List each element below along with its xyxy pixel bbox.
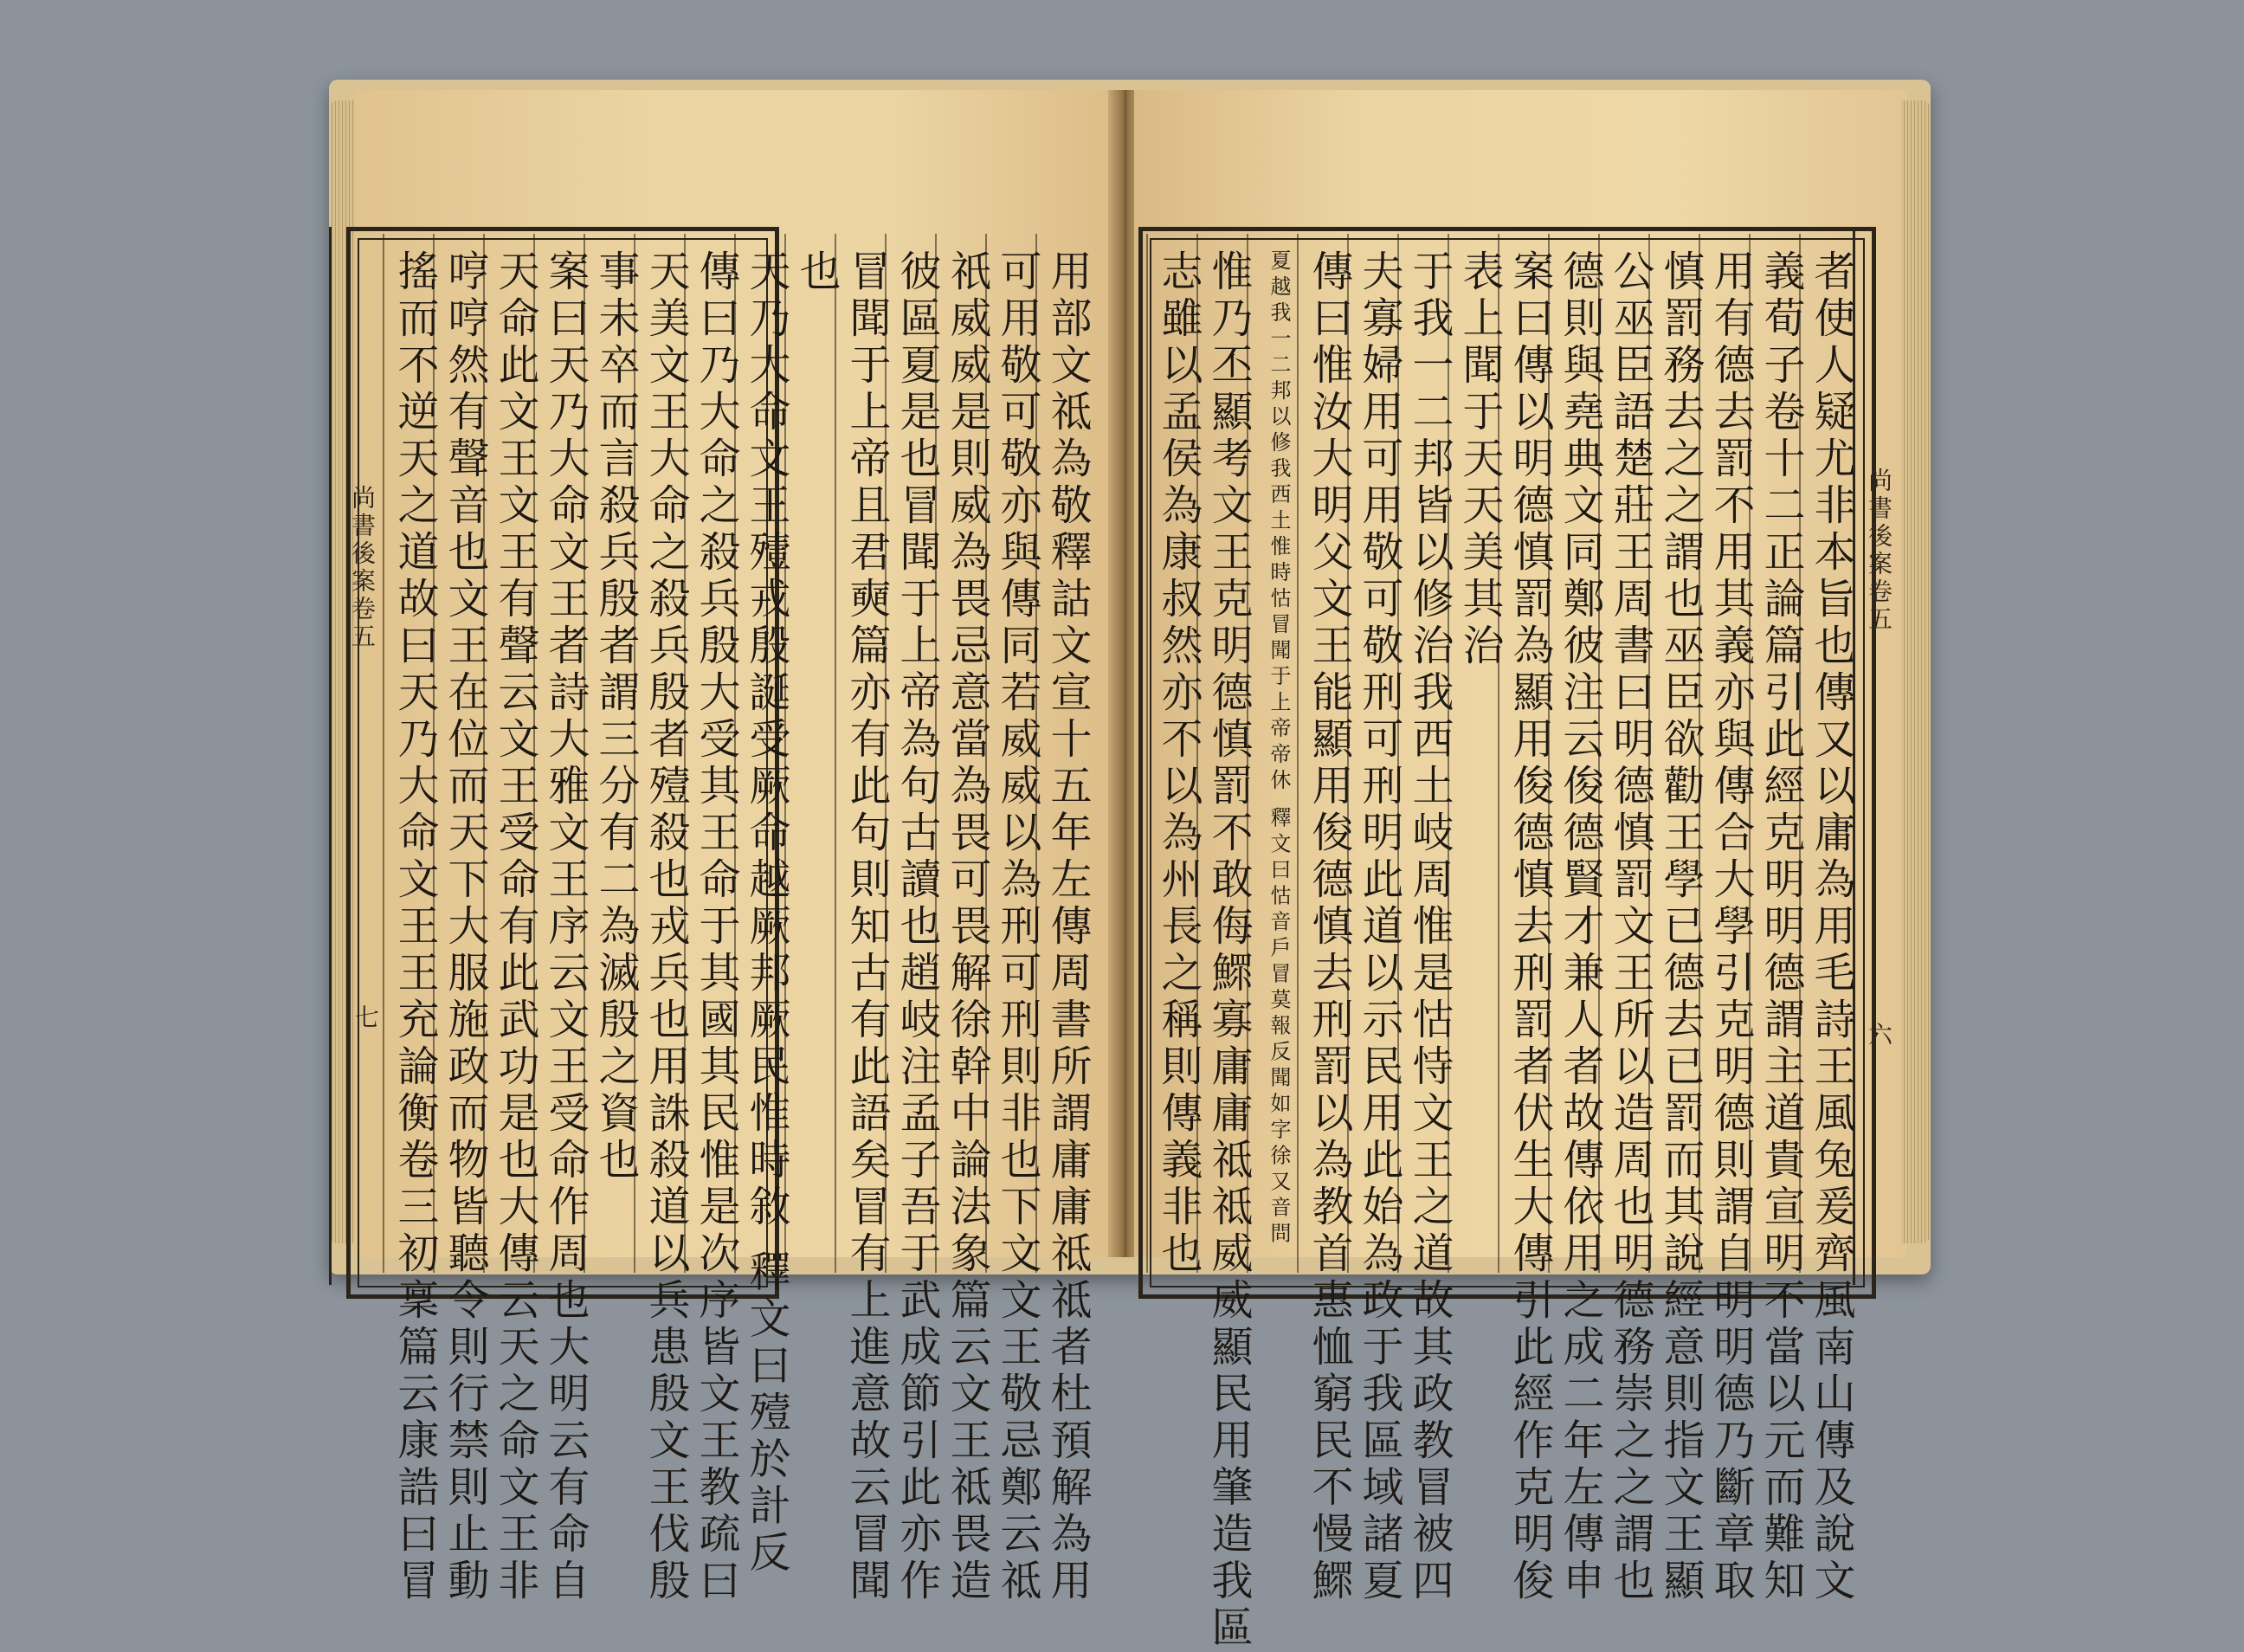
right-column-rule [1247,234,1248,1273]
left-text-column: 祇威威是則威為畏忌意當為畏可畏解徐幹中論法象篇云文王祗畏造 [943,249,991,1605]
left-text-column: 事未卒而言殺兵殷者謂三分有二為滅殷之資也 [591,249,640,1184]
left-text-column: 用部文祗為敬釋詁文宣十五年左傳周書所謂庸庸祗祗者杜預解為用 [1043,249,1092,1605]
right-column-rule [1196,234,1198,1273]
left-text-column: 傳曰乃大命之殺兵殷大受其王命于其國其民惟是次序皆文王教疏曰 [692,249,740,1605]
book-edge-right [1901,100,1931,1243]
right-text-column: 慎罰務去之之謂也巫臣欲勸王學已德去已罰而其說經意則指文王顯 [1656,249,1705,1605]
left-column-rule [835,234,836,1273]
right-text-column: 志雖以孟侯為康叔然亦不以為州長之稱則傳義非也 [1154,249,1203,1278]
left-column-rule [483,234,485,1273]
right-column-rule [1598,234,1600,1273]
left-text-column: 搖而不逆天之道故曰天乃大命文王王充論衡卷三初稟篇云康誥曰冒 [390,249,439,1605]
right-column-rule [1297,234,1299,1273]
right-text-column: 惟乃丕顯考文王克明德慎罰不敢侮鰥寡庸庸祗祗威威顯民用肇造我區 [1204,249,1253,1652]
right-margin-strip [1853,227,1893,1285]
left-text-column: 天美文王大命之殺兵殷者殪殺也戎兵也用誅殺道以兵患殷文王伐殷 [642,249,690,1605]
left-text-column: 冒聞于上帝且君奭篇亦有此句則知古有此語矣冒有上進意故云冒聞 [842,249,891,1605]
right-column-rule [1648,234,1650,1273]
left-margin-strip [329,227,370,1285]
right-text-column: 公巫臣語楚莊王周書曰明德慎罰文王所以造周也明德務崇之之謂也 [1606,249,1654,1605]
left-column-rule [734,234,736,1273]
right-text-column: 傳曰惟汝大明父文王能顯用俊德慎去刑罰以為教首惠恤窮民不慢鰥 [1305,249,1353,1605]
left-text-column: 可用敬可敬亦與傳同若威威以為刑可刑則非也下文文王敬忌鄭云祗 [993,249,1041,1605]
right-text-column: 者使人疑尤非本旨也傳又以庸為用毛詩王風兔爰齊風南山傳及說文 [1807,249,1855,1605]
right-text-column: 于我一二邦皆以修治我西土岐周惟是怙恃文王之道故其政教冒被四 [1405,249,1454,1605]
left-text-column: 也 [792,249,841,296]
right-column-rule [1397,234,1399,1273]
right-text-column: 用有德去罰不用其義亦與傳合大學引克明德則謂自明明德乃斷章取 [1706,249,1755,1605]
left-column-rule [533,234,535,1273]
left-text-column: 彼區夏是也冒聞于上帝為句古讀也趙岐注孟子吾于武成節引此亦作 [893,249,941,1605]
right-folio: 六 [1865,1022,1893,1049]
left-column-rule [584,234,585,1273]
right-text-column: 夏越我一二邦以修我西土惟時怙冒聞于上帝帝休 釋文曰怙音戶冒莫報反聞如字徐又音問 [1267,249,1291,1249]
left-column-rule [433,234,435,1273]
left-text-column: 案曰天乃大命文王者詩大雅文王序云文王受命作周也大明云有命自 [541,249,590,1605]
right-text-column: 案曰傳以明德慎罰為顯用俊德慎去刑罰者伏生大傳引此經作克明俊 [1506,249,1554,1605]
right-margin-label: 尚書後案卷五 [1865,468,1893,634]
left-folio: 七 [351,1004,380,1032]
right-text-column: 義荀子卷十二正論篇引此經克明明德謂主道貴宣明不當以元而難知 [1757,249,1805,1605]
right-column-rule [1548,234,1550,1273]
left-column-rule [383,234,384,1273]
right-column-rule [1146,234,1148,1273]
right-column-rule [1347,234,1349,1273]
right-column-rule [1448,234,1449,1273]
right-text-column: 表上聞于天天美其治 [1455,249,1504,670]
left-text-column: 天乃大命文王殪戎殷誕受厥命越厥邦厥民惟時敘 釋文曰殪於計反 [742,249,790,1578]
left-column-rule [684,234,686,1273]
right-text-column: 夫寡婦用可用敬可敬刑可刑明此道以示民用此始為政于我區域諸夏 [1355,249,1403,1605]
right-column-rule [1749,234,1751,1273]
left-column-rule [1035,234,1037,1273]
left-column-rule [634,234,635,1273]
left-column-rule [935,234,937,1273]
right-column-rule [1799,234,1801,1273]
left-margin-label: 尚書後案卷五 [348,485,377,651]
left-column-rule [784,234,786,1273]
left-column-rule [985,234,987,1273]
right-text-column: 德則與堯典文同鄭彼注云俊德賢才兼人者故傳依用之成二年左傳申 [1556,249,1604,1605]
left-column-rule [885,234,887,1273]
right-column-rule [1498,234,1499,1273]
left-text-column: 哼哼然有聲音也文王在位而天下大服施政而物皆聽令則行禁則止動 [441,249,489,1605]
left-text-column: 天命此文王文王有聲云文王受命有此武功是也大傳云天之命文王非 [491,249,539,1605]
right-column-rule [1699,234,1700,1273]
